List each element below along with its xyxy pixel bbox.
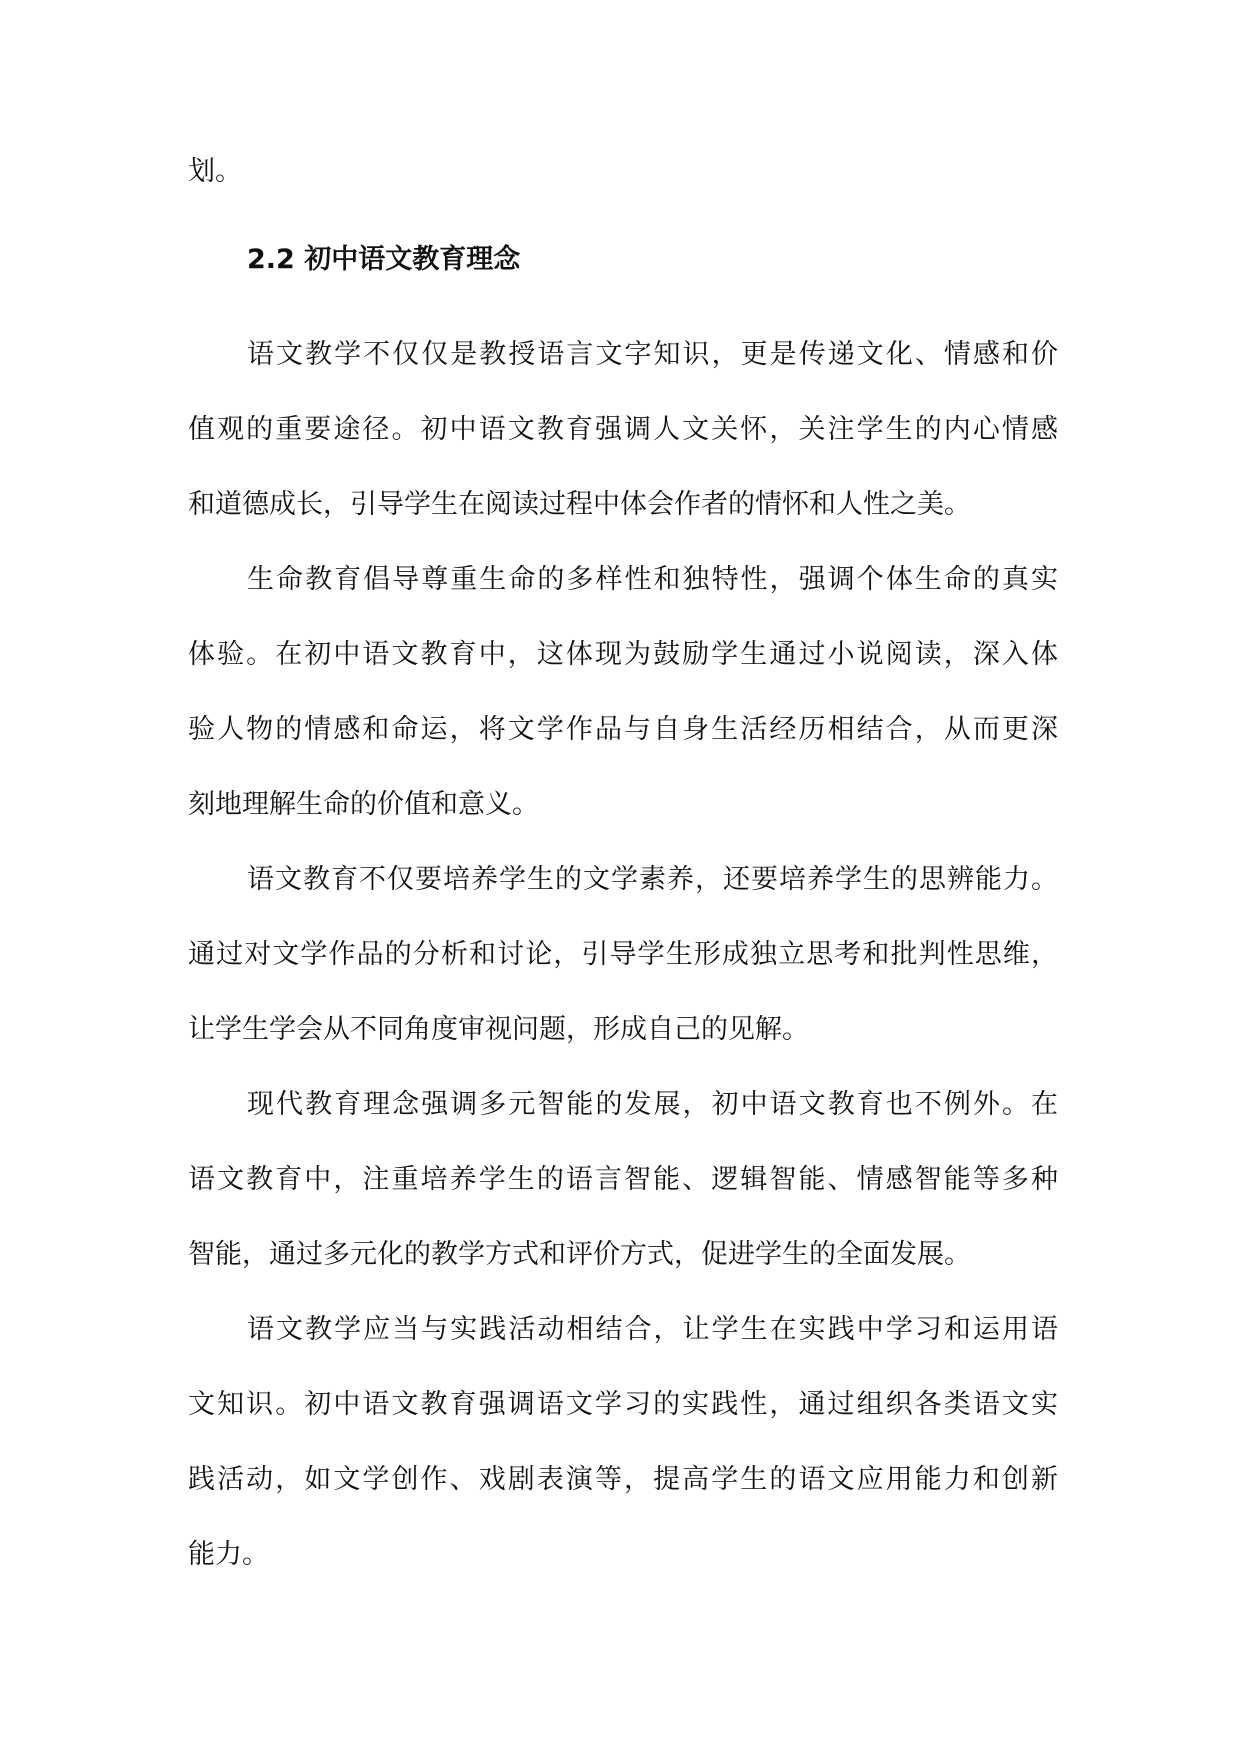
paragraph-line: 和道德成长，引导学生在阅读过程中体会作者的情怀和人性之美。 [188, 489, 971, 520]
paragraph-line: 体验。在初中语文教育中，这体现为鼓励学生通过小说阅读，深入体 [188, 639, 1058, 670]
paragraph-line: 值观的重要途径。初中语文教育强调人文关怀，关注学生的内心情感 [188, 414, 1058, 445]
paragraph-line: 语文教学应当与实践活动相结合，让学生在实践中学习和运用语 [247, 1314, 1058, 1345]
paragraph-line: 生命教育倡导尊重生命的多样性和独特性，强调个体生命的真实 [247, 564, 1058, 595]
paragraph-line: 语文教育不仅要培养学生的文学素养，还要培养学生的思辨能力。 [247, 864, 1058, 895]
paragraph-line: 践活动，如文学创作、戏剧表演等，提高学生的语文应用能力和创新 [188, 1464, 1058, 1495]
continuation-text [188, 134, 1058, 209]
paragraph-line: 语文教学不仅仅是教授语言文字知识，更是传递文化、情感和价 [247, 339, 1058, 370]
paragraph-line: 验人物的情感和命运，将文学作品与自身生活经历相结合，从而更深 [188, 714, 1058, 745]
paragraph-line: 现代教育理念强调多元智能的发展，初中语文教育也不例外。在 [247, 1089, 1058, 1120]
paragraph-line: 语文教育中，注重培养学生的语言智能、逻辑智能、情感智能等多种 [188, 1164, 1058, 1195]
paragraph-line: 让学生学会从不同角度审视问题，形成自己的见解。 [188, 1014, 809, 1045]
section-heading: 2.2 初中语文教育理念 [247, 244, 521, 275]
paragraph-line: 通过对文学作品的分析和讨论，引导学生形成独立思考和批判性思维， [188, 939, 1058, 970]
continuation-line: 划。 [188, 156, 242, 187]
body-text [188, 317, 1058, 1592]
paragraph-line: 刻地理解生命的价值和意义。 [188, 789, 539, 820]
paragraph-line: 智能，通过多元化的教学方式和评价方式，促进学生的全面发展。 [188, 1239, 971, 1270]
paragraph-line: 文知识。初中语文教育强调语文学习的实践性，通过组织各类语文实 [188, 1389, 1058, 1420]
paragraph-line: 能力。 [188, 1539, 269, 1570]
